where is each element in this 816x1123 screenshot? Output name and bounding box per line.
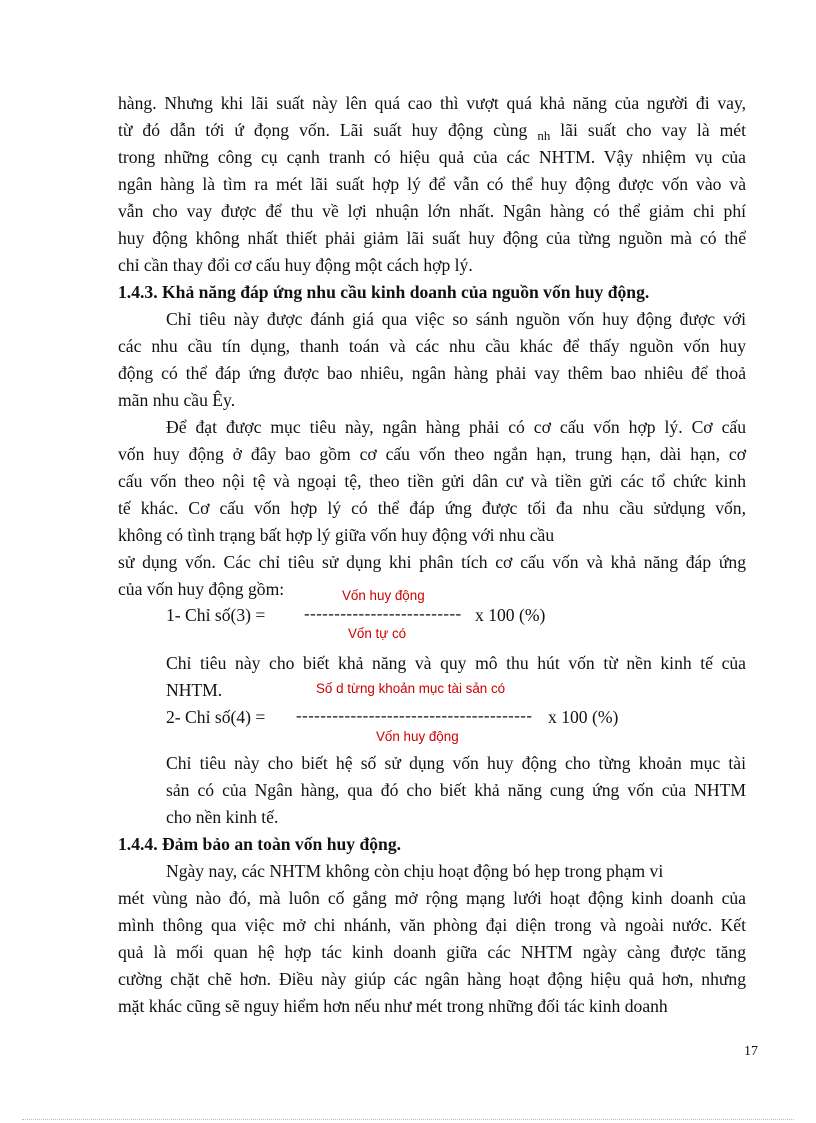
text-line: mình thông qua việc mở chi nhánh, văn phòng đại diện trong và ngoài nước. Kết (118, 915, 746, 935)
page-number: 17 (744, 1044, 758, 1059)
formula2-fraction-line: --------------------------------------- (296, 706, 533, 725)
text-line: vốn huy động ở đây bao gồm cơ cấu vốn theo ngắn hạn, trung hạn, dài hạn, cơ (118, 444, 746, 464)
text-line: Ngày nay, các NHTM không còn chịu hoạt động bó hẹp trong phạm vi (166, 861, 664, 881)
text-line: không có tình trạng bất hợp lý giữa vốn huy động với nhu cầu (118, 525, 555, 545)
text-line: sử dụng vốn. Các chỉ tiêu sử dụng khi phân tích cơ cấu vốn và khả năng đáp ứng (118, 552, 746, 572)
formula2-denominator: Vốn huy động (376, 729, 459, 744)
text-run: từ đó dẫn tới ứ đọng vốn. Lãi suất huy động cùng (118, 120, 528, 140)
text-line: cường chặt chẽ hơn. Điều này giúp các ngân hàng hoạt động hiệu quả hơn, nhưng (118, 969, 746, 989)
formula1-multiplier: x 100 (%) (475, 605, 546, 625)
formula1-numerator: Vốn huy động (342, 588, 425, 603)
page-bottom-rule (22, 1119, 794, 1120)
text-line: Chỉ tiêu này cho biết hệ số sử dụng vốn huy động cho từng khoản mục tài (166, 753, 746, 773)
section-heading: 1.4.4. Đảm bảo an toàn vốn huy động. (118, 834, 402, 854)
text-line: Để đạt được mục tiêu này, ngân hàng phải có cơ cấu vốn hợp lý. Cơ cấu (166, 417, 746, 437)
text-line: trong những công cụ cạnh tranh có hiệu quả của các NHTM. Vậy nhiệm vụ của (118, 147, 746, 167)
text-line: mặt khác cũng sẽ nguy hiểm hơn nếu như mét trong những đối tác kinh doanh (118, 996, 668, 1016)
formula2-multiplier: x 100 (%) (548, 707, 619, 727)
text-line: hàng. Nhưng khi lãi suất này lên quá cao thì vượt quá khả năng của người đi vay, (118, 93, 746, 113)
text-line: của vốn huy động gồm: (118, 579, 285, 599)
formula1-fraction-line: -------------------------- (304, 604, 462, 623)
text-line: tế khác. Cơ cấu vốn hợp lý có thể đáp ứng được tối đa nhu cầu sửdụng vốn, (118, 498, 746, 518)
formula2-label: 2- Chỉ số(4) = (166, 707, 266, 727)
text-line: cho nền kinh tế. (166, 807, 279, 827)
text-line: cấu vốn theo nội tệ và ngoại tệ, theo tiền gửi dân cư và tiền gửi các tổ chức kinh (118, 471, 746, 491)
formula2-numerator: Số d từng khoản mục tài sản có (316, 681, 506, 696)
text-line: vẫn cho vay được để thu về lợi nhuận lớn nhất. Ngân hàng có thể giảm chi phí (118, 201, 746, 221)
section-heading: 1.4.3. Khả năng đáp ứng nhu cầu kinh doanh của nguồn vốn huy động. (118, 282, 650, 302)
text-run: lãi suất cho vay là mét (560, 120, 746, 140)
text-line: mãn nhu cầu Êy. (118, 390, 236, 410)
text-line: các nhu cầu tín dụng, thanh toán và các nhu cầu khác để thấy nguồn vốn huy (118, 336, 746, 356)
subscript-fragment: nh (537, 128, 551, 143)
text-line: Chỉ tiêu này được đánh giá qua việc so sánh nguồn vốn huy động được với (166, 309, 746, 329)
text-line: Chỉ tiêu này cho biết khả năng và quy mô thu hút vốn từ nền kinh tế của (166, 653, 746, 673)
formula1-denominator: Vốn tự có (348, 626, 407, 641)
text-line: động có thể đáp ứng được bao nhiêu, ngân hàng phải vay thêm bao nhiêu để thoả (118, 363, 746, 383)
text-line: quả là mối quan hệ hợp tác kinh doanh giữa các NHTM ngày càng được tăng (118, 942, 746, 962)
text-line: sản có của Ngân hàng, qua đó cho biết khả năng cung ứng vốn của NHTM (166, 780, 746, 800)
text-line: NHTM. (166, 680, 223, 700)
text-line: mét vùng nào đó, mà luôn cố gắng mở rộng mạng lưới hoạt động kinh doanh của (118, 888, 746, 908)
text-line: ngân hàng là tìm ra mét lãi suất hợp lý để vẫn có thể huy động được vốn vào và (118, 174, 746, 194)
text-line: chỉ cần thay đổi cơ cấu huy động một cách hợp lý. (118, 255, 473, 275)
text-line: huy động không nhất thiết phải giảm lãi suất huy động của từng nguồn mà có thể (118, 228, 746, 248)
text-line (118, 119, 746, 143)
formula1-label: 1- Chỉ số(3) = (166, 605, 266, 625)
